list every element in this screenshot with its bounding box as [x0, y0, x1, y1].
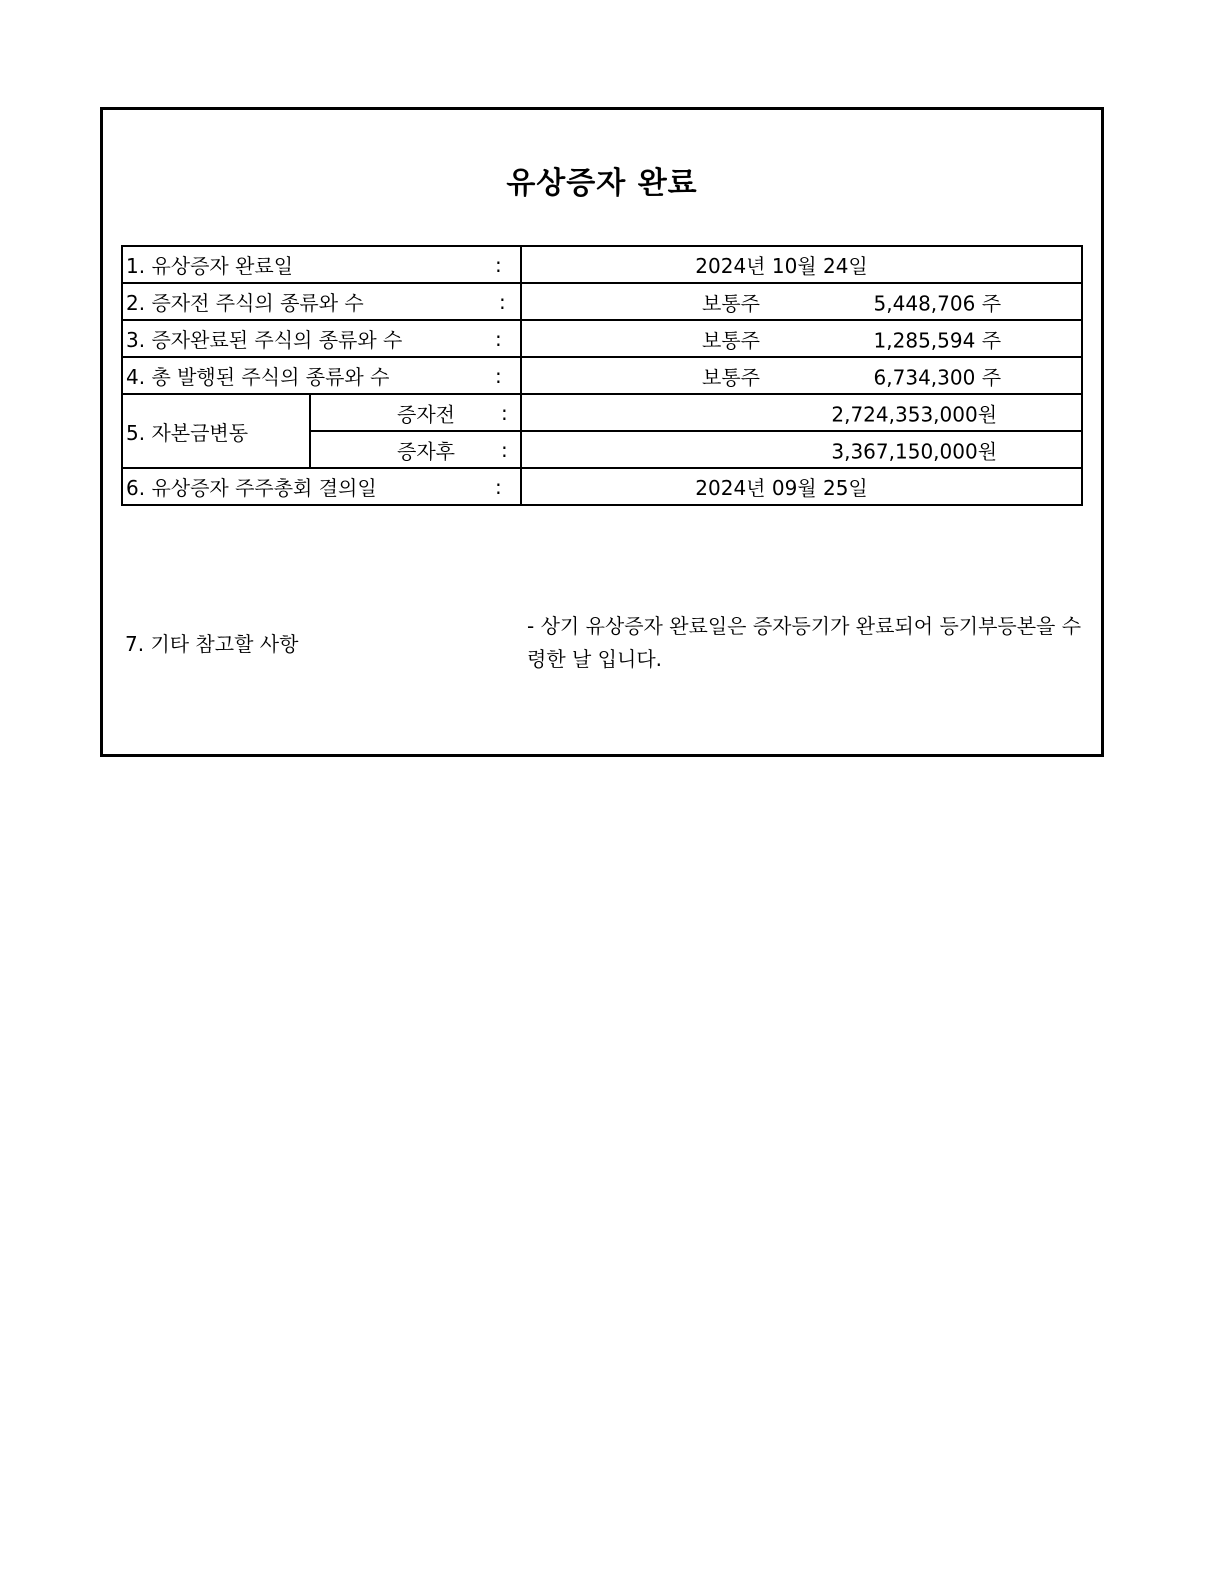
capital-after-label-cell: [310, 431, 521, 468]
capital-increase-table: [121, 245, 1083, 506]
share-amount: 1,285,594 주: [873, 328, 1002, 352]
shares-total-label: 4. 총 발행된 주식의 종류와 수: [126, 365, 390, 389]
colon: :: [495, 252, 502, 277]
table-row: [122, 320, 1082, 357]
notes-text: - 상기 유상증자 완료일은 증자등기가 완료되어 등기부등본을 수령한 날 입니다.: [527, 614, 1082, 671]
resolution-date-label: 6. 유상증자 주주총회 결의일: [126, 476, 377, 500]
resolution-date-value: 2024년 09월 25일: [521, 468, 1082, 505]
share-amount: 6,734,300 주: [873, 365, 1002, 389]
share-amount: 5,448,706 주: [873, 291, 1002, 315]
shares-before-label: 2. 증자전 주식의 종류와 수: [126, 291, 364, 315]
capital-before-label: 증자전: [397, 402, 455, 426]
colon: :: [501, 437, 508, 462]
colon: :: [495, 326, 502, 351]
share-kind: 보통주: [702, 328, 760, 352]
notes-label: 7. 기타 참고할 사항: [125, 632, 299, 656]
capital-after-label: 증자후: [397, 439, 455, 463]
document-title: 유상증자 완료: [506, 166, 698, 201]
capital-before-value: 2,724,353,000원: [831, 402, 998, 426]
row-label-cell: [122, 357, 521, 394]
share-kind: 보통주: [702, 291, 760, 315]
row-label-cell: [122, 468, 521, 505]
capital-change-label-text: 5. 자본금변동: [126, 420, 249, 445]
colon: :: [499, 289, 506, 314]
colon: :: [495, 363, 502, 388]
shares-issued-label: 3. 증자완료된 주식의 종류와 수: [126, 328, 403, 352]
shares-issued-value-cell: [521, 320, 1082, 357]
table-row: [122, 468, 1082, 505]
table-row: [122, 283, 1082, 320]
table-row: [122, 394, 1082, 431]
completion-date-value: 2024년 10월 24일: [521, 246, 1082, 283]
share-kind: 보통주: [702, 365, 760, 389]
shares-before-value-cell: [521, 283, 1082, 320]
shares-total-value-cell: [521, 357, 1082, 394]
completion-date-label: 1. 유상증자 완료일: [126, 254, 294, 278]
colon: :: [495, 474, 502, 499]
capital-before-value-cell: [521, 394, 1082, 431]
table-row: [122, 357, 1082, 394]
capital-after-value-cell: [521, 431, 1082, 468]
capital-change-label: [122, 394, 310, 468]
capital-before-label-cell: [310, 394, 521, 431]
document-frame: [100, 107, 1104, 757]
row-label-cell: [122, 283, 521, 320]
row-label-cell: [122, 246, 521, 283]
row-label-cell: [122, 320, 521, 357]
capital-after-value: 3,367,150,000원: [831, 439, 998, 463]
table-row: [122, 246, 1082, 283]
colon: :: [501, 400, 508, 425]
